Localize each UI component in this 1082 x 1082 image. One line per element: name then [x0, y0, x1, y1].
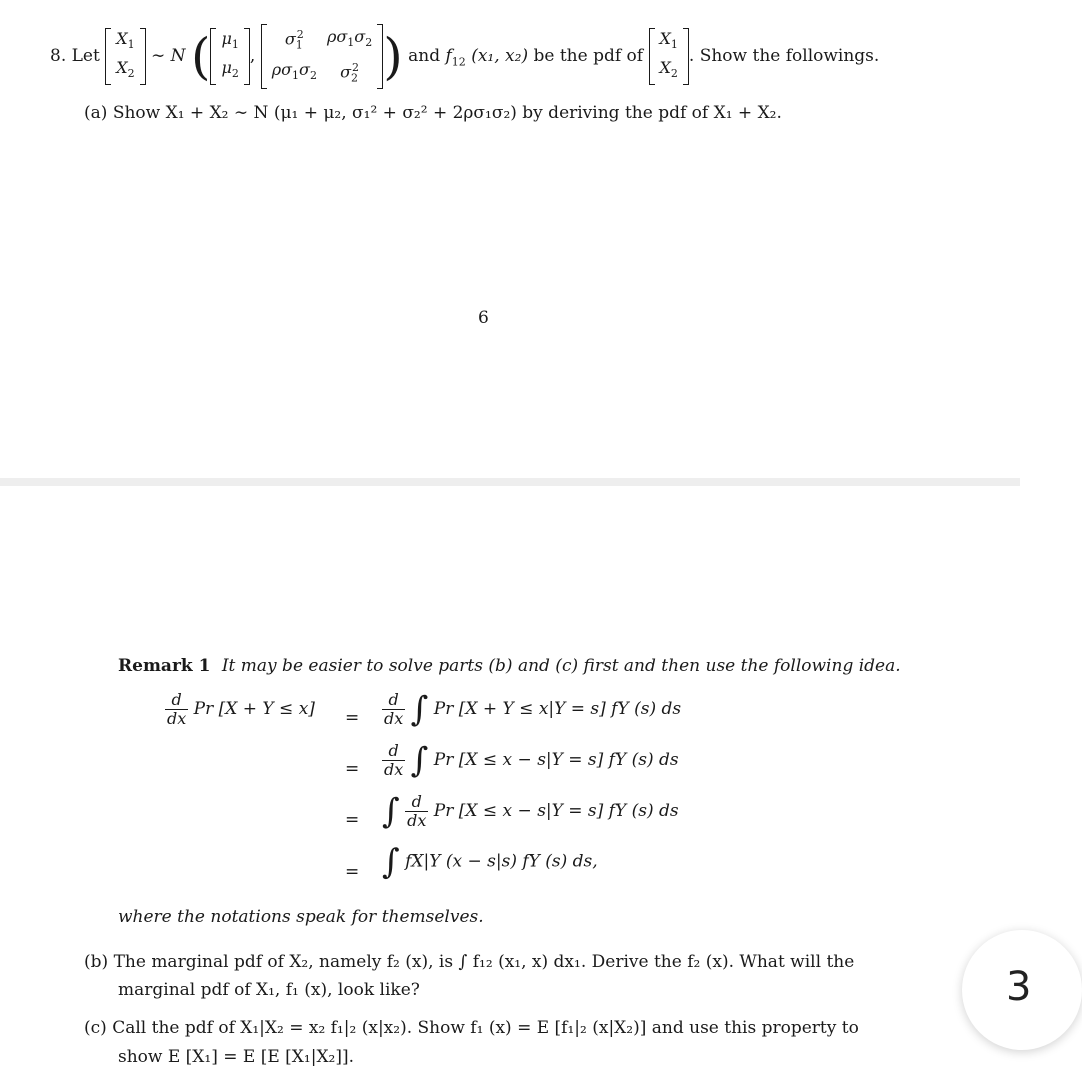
vector-x-2: $X_1$ $X_2$ — [649, 28, 689, 84]
page-number: 6 — [478, 308, 489, 328]
part-b-line-2: marginal pdf of X₁, f₁ (x), look like? — [118, 980, 420, 1000]
equals-4: = — [345, 862, 360, 882]
remark-title: Remark 1 — [118, 656, 211, 676]
row-1-expression: Pr [X + Y ≤ x|Y = s] fY (s) ds — [433, 699, 682, 719]
lhs-derivative: $\frac{d}{dx}$ — [167, 690, 187, 728]
let-word: Let — [71, 46, 100, 67]
part-c-line-2: show E [X₁] = E [E [X₁|X₂]]. — [118, 1047, 355, 1067]
distributed-as: ∼ N — [151, 46, 186, 67]
integral-sign: ∫ — [382, 842, 400, 882]
f12-subscript: 12 — [451, 55, 466, 69]
page-separator — [0, 478, 1020, 486]
f12-symbol: f — [445, 46, 452, 67]
remark-lhs — [165, 691, 315, 728]
remark-row-1 — [382, 691, 681, 728]
mean-vector: $\mu_1$ $\mu_2$ — [210, 28, 249, 84]
equals-1: = — [345, 708, 360, 728]
remark-intro: It may be easier to solve parts (b) and (c) first and then use the following idea. — [221, 656, 901, 676]
right-paren: ) — [383, 27, 403, 86]
row2-derivative: $\frac{d}{dx}$ — [384, 741, 404, 779]
lhs-expression: Pr [X + Y ≤ x] — [193, 699, 315, 719]
f12-arguments: (x₁, x₂) — [471, 46, 529, 67]
remark-row-4 — [382, 842, 598, 882]
row1-derivative: $\frac{d}{dx}$ — [384, 690, 404, 728]
part-b-line-1 — [84, 952, 854, 972]
equals-3: = — [345, 810, 360, 830]
integral-sign: ∫ — [382, 791, 400, 832]
remark-heading — [118, 656, 901, 676]
and-word: and — [408, 46, 441, 67]
part-a-text: Show X₁ + X₂ ∼ N (μ₁ + μ₂, σ₁² + σ₂² + 2ρσ₁σ₂) by deriving the pdf of X₁ + X₂. — [112, 103, 782, 123]
page-bottom — [0, 486, 1020, 1082]
row-2-expression: Pr [X ≤ x − s|Y = s] fY (s) ds — [433, 750, 679, 770]
page-top — [0, 0, 1020, 478]
part-a — [84, 103, 782, 123]
part-c-line-1 — [84, 1018, 859, 1038]
integral-sign: ∫ — [410, 689, 429, 730]
left-paren: ( — [190, 27, 211, 86]
part-a-label: (a) — [84, 103, 108, 123]
pdf-of-text: be the pdf of — [533, 46, 644, 67]
row-4-expression: fX|Y (x − s|s) fY (s) ds, — [405, 851, 598, 872]
remark-conclusion: where the notations speak for themselves. — [118, 907, 484, 927]
page-glyph: 3 — [1006, 964, 1032, 1010]
vector-x: $X_1$ $X_2$ — [105, 28, 145, 84]
integral-sign: ∫ — [410, 740, 429, 781]
remark-row-3 — [382, 793, 679, 830]
part-b-text-1: The marginal pdf of X₂, namely f₂ (x), is ∫ f₁₂ (x₁, x) dx₁. Derive the f₂ (x). What will the — [113, 952, 855, 972]
show-text: . Show the followings. — [688, 46, 880, 67]
part-c-text-1: Call the pdf of X₁|X₂ = x₂ f₁|₂ (x|x₂). Show f₁ (x) = E [f₁|₂ (x|X₂)] and use this property to — [112, 1018, 859, 1038]
part-b-label: (b) — [84, 952, 109, 972]
row-3-expression: Pr [X ≤ x − s|Y = s] fY (s) ds — [433, 801, 679, 821]
part-c-label: (c) — [84, 1018, 107, 1038]
problem-statement: 8. Let $X_1$ $X_2$ ∼ N ( $\mu_1$ $\mu_2$ , $\sigma_1^2$ $\rho\sigma_1\sigma_2$ $\rho\sigma_1\sigma_2$ $\sigma_2^2$ ) and $f_{12}$ (x₁, x₂) be the pdf of $X_1$ $X_2$ . Show the followings. — [50, 24, 879, 89]
floating-page-button[interactable] — [962, 930, 1082, 1050]
covariance-matrix: $\sigma_1^2$ $\rho\sigma_1\sigma_2$ $\rho\sigma_1\sigma_2$ $\sigma_2^2$ — [261, 24, 384, 89]
problem-number: 8. — [50, 46, 67, 67]
row3-derivative: $\frac{d}{dx}$ — [407, 792, 427, 830]
equals-2: = — [345, 759, 360, 779]
remark-row-2 — [382, 742, 679, 779]
